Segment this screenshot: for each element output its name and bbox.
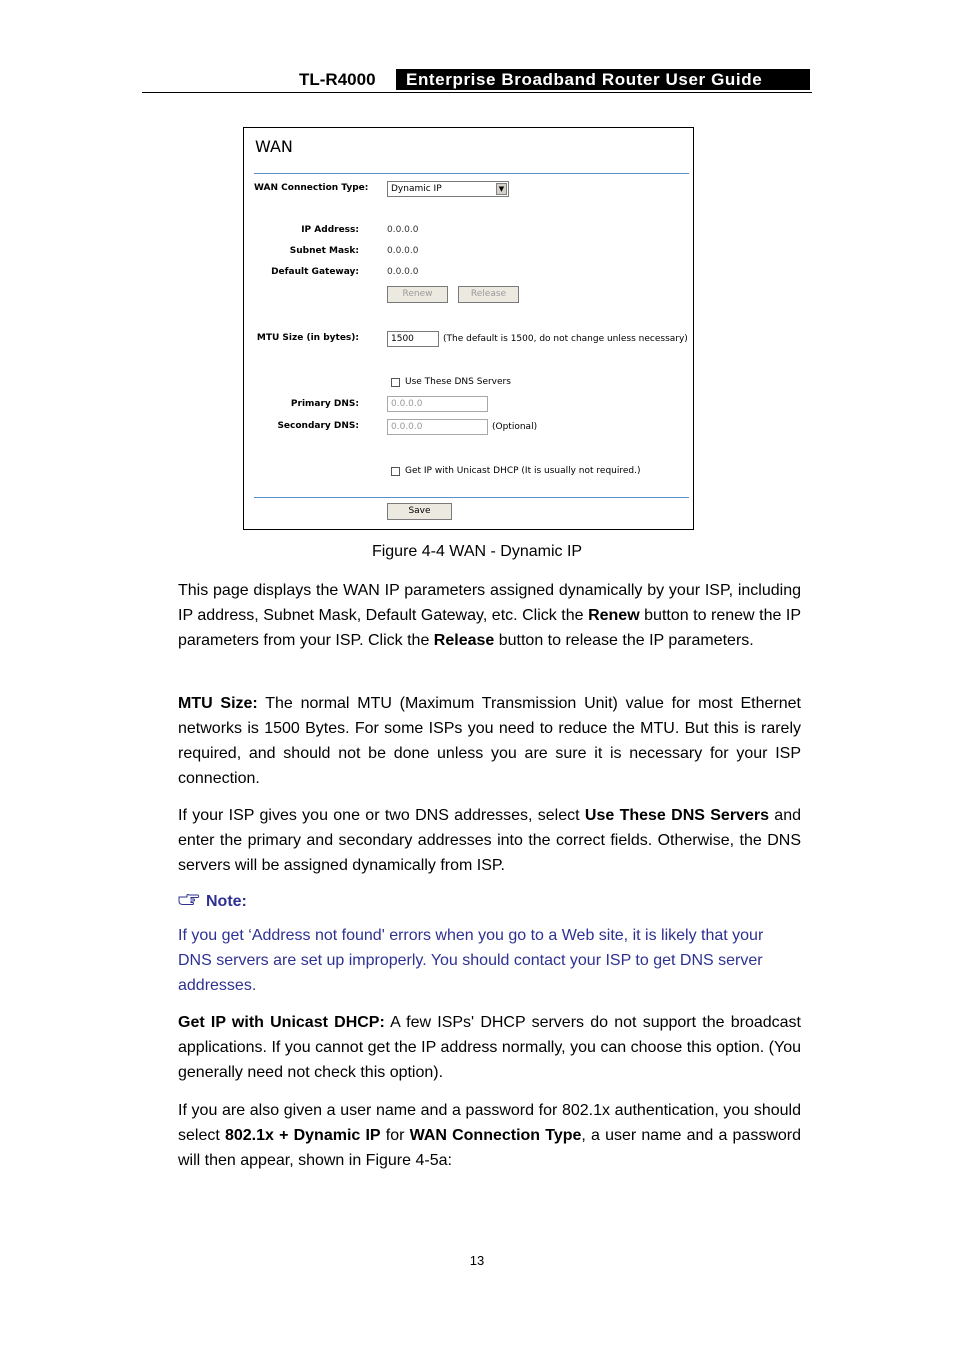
pointing-hand-icon xyxy=(178,893,206,911)
default-gateway-label: Default Gateway: xyxy=(271,267,359,277)
secondary-dns-label: Secondary DNS: xyxy=(277,421,359,431)
top-separator xyxy=(254,173,689,174)
paragraph-mtu: MTU Size: The normal MTU (Maximum Transmission Unit) value for most Ethernet networks is 1500 Bytes. For some ISPs you need to reduce the MTU. But this is rarely required, and should not be done unless you are sure it is necessary for your ISP connection. xyxy=(178,695,801,787)
subnet-mask-value: 0.0.0.0 xyxy=(387,246,419,256)
guide-title: Enterprise Broadband Router User Guide xyxy=(396,69,810,90)
figure-caption: Figure 4-4 WAN - Dynamic IP xyxy=(371,543,583,560)
note-body: If you get ‘Address not found' errors when you go to a Web site, it is likely that your DNS servers are set up improperly. You should contact your ISP to get DNS server addresses. xyxy=(178,927,764,994)
wan-settings-figure xyxy=(243,127,694,530)
primary-dns-label: Primary DNS: xyxy=(290,399,359,409)
release-button[interactable]: Release xyxy=(458,286,519,303)
ip-address-label: IP Address: xyxy=(301,225,359,235)
paragraph-8021x: If you are also given a user name and a password for 802.1x authentication, you should select 802.1x + Dynamic IP for WAN Connection Type, a user name and a password will then appear, shown in Figure 4-5a: xyxy=(178,1102,802,1169)
mtu-hint: (The default is 1500, do not change unless necessary) xyxy=(443,334,688,344)
page-number: 13 xyxy=(469,1253,485,1268)
wan-type-label: WAN Connection Type: xyxy=(254,183,369,193)
paragraph-wan-params: This page displays the WAN IP parameters assigned dynamically by your ISP, including IP address, Subnet Mask, Default Gateway, etc. Click the Renew button to renew the IP parameters from your ISP. Click the Release button to release the IP parameters. xyxy=(178,582,802,649)
default-gateway-value: 0.0.0.0 xyxy=(387,267,419,277)
ip-address-value: 0.0.0.0 xyxy=(387,225,419,235)
mtu-size-label: MTU Size (in bytes): xyxy=(256,333,359,343)
use-dns-checkbox[interactable] xyxy=(391,378,400,387)
use-dns-label: Use These DNS Servers xyxy=(405,377,511,387)
note-heading xyxy=(178,893,247,911)
save-button[interactable]: Save xyxy=(387,503,452,520)
paragraph-dns: If your ISP gives you one or two DNS addresses, select Use These DNS Servers and enter the primary and secondary addresses into the correct fields. Otherwise, the DNS servers will be assigned dynamically from ISP. xyxy=(178,807,802,874)
secondary-dns-hint: (Optional) xyxy=(492,422,538,432)
wan-title: WAN xyxy=(255,137,293,156)
page-header xyxy=(142,68,812,93)
unicast-dhcp-label: Get IP with Unicast DHCP (It is usually not required.) xyxy=(405,466,641,476)
paragraph-unicast: Get IP with Unicast DHCP: A few ISPs' DHCP servers do not support the broadcast applications. If you cannot get the IP address normally, you can choose this option. (You generally need not check this option). xyxy=(178,1014,802,1081)
wan-type-select[interactable] xyxy=(387,181,509,197)
wan-type-value: Dynamic IP xyxy=(391,184,442,194)
subnet-mask-label: Subnet Mask: xyxy=(289,246,359,256)
product-model: TL-R4000 xyxy=(299,70,376,89)
note-label: Note: xyxy=(206,893,247,910)
bottom-separator xyxy=(254,497,689,498)
primary-dns-input[interactable]: 0.0.0.0 xyxy=(387,396,488,412)
chevron-down-icon[interactable]: ▼ xyxy=(496,183,507,195)
mtu-size-input[interactable]: 1500 xyxy=(387,331,439,347)
secondary-dns-input[interactable]: 0.0.0.0 xyxy=(387,419,488,435)
unicast-dhcp-checkbox[interactable] xyxy=(391,467,400,476)
renew-button[interactable]: Renew xyxy=(387,286,448,303)
